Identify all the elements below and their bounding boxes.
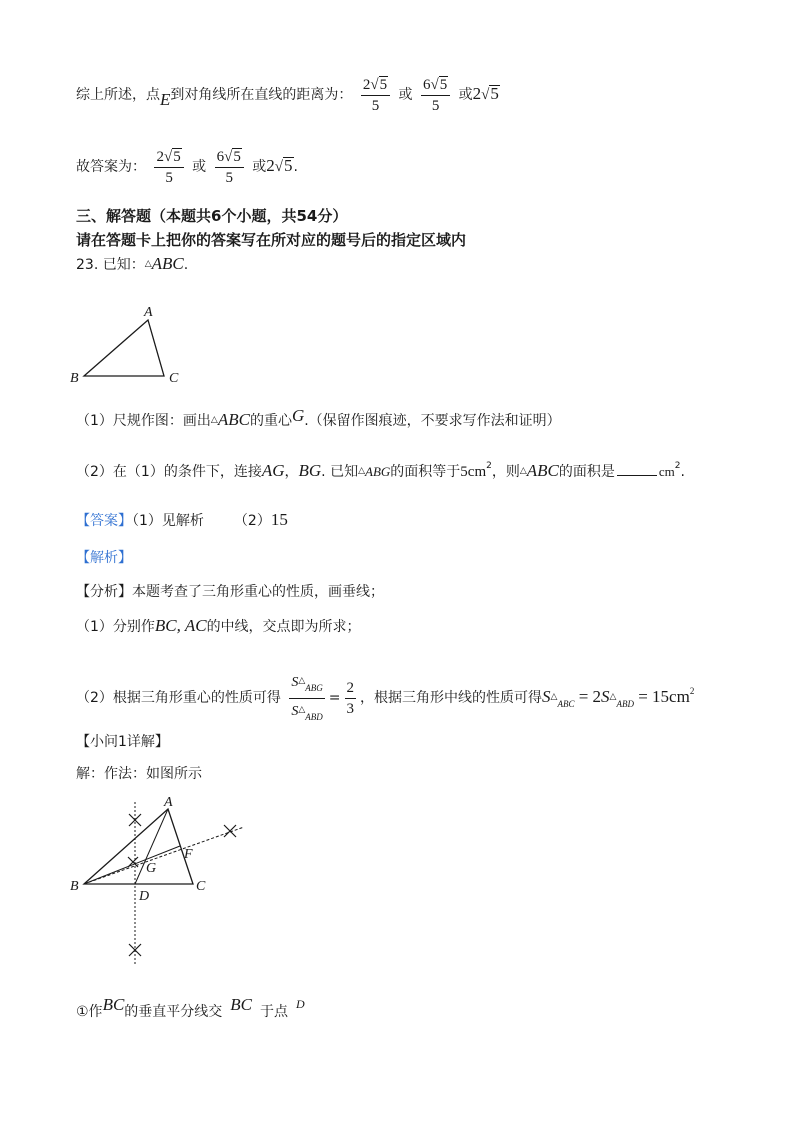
- perpendicular-bisector-ac: [84, 827, 244, 884]
- triangle-abc: [84, 320, 164, 376]
- fraction: $\frac{6√5}{5}$: [215, 147, 244, 188]
- question-23: 23. 已知：△ABC.: [76, 254, 189, 273]
- detail-tag: 【小问1详解】: [76, 734, 169, 750]
- label-a: A: [144, 305, 153, 320]
- detail-solution: 解：作法：如图所示: [76, 766, 202, 782]
- ratio-value: $\frac{2}{3}$: [346, 679, 355, 717]
- construction-figure: [66, 794, 256, 974]
- radical-value: 2√5: [266, 156, 293, 175]
- answer-tag: 【答案】: [76, 513, 132, 529]
- section-instruction: 请在答题卡上把你的答案写在所对应的题号后的指定区域内: [76, 231, 467, 249]
- label-f: F: [184, 847, 193, 862]
- analysis-tag: 【解析】: [76, 550, 132, 566]
- fraction: $\frac{2√5}{5}$: [361, 75, 390, 116]
- analysis-fenxi: 【分析】本题考查了三角形重心的性质，画垂线；: [76, 584, 384, 600]
- summary-line: 综上所述，点E到对角线所在直线的距离为： $\frac{2√5}{5}$ 或 $\frac{6√5}{5}$ 或2√5: [76, 76, 499, 114]
- label-b: B: [70, 879, 79, 894]
- detail-step-1: ①作BC的垂直平分线交 BC 于点 D: [76, 995, 305, 1020]
- label-g: G: [146, 861, 157, 876]
- section-heading: 三、解答题（本题共6个小题，共54分）: [76, 207, 348, 225]
- triangle-abc: [84, 809, 193, 884]
- point-e: E: [160, 90, 171, 109]
- part-2: （2）在（1）的条件下，连接AG，BG. 已知△ABG的面积等于$5cm^2$，则△ABC的面积是 $cm^2$.: [76, 461, 685, 480]
- answer-summary-line: 故答案为： $\frac{2√5}{5}$ 或 $\frac{6√5}{5}$ 或2√5.: [76, 148, 298, 186]
- label-b: B: [70, 371, 79, 386]
- analysis-step-1: （1）分别作BC, AC的中线，交点即为所求；: [76, 616, 361, 635]
- answer-blank[interactable]: [617, 475, 657, 476]
- analysis-step-2: （2）根据三角形重心的性质可得 $\frac{S^\triangle_{ABG}}{S^\triangle_{ABD}}$ = $\frac{2}{3}$ ，根据三角形中线的性质可得$S\triangle_{ABC}$ = $2S\triangle_{ABD} = 15cm^2$: [76, 666, 694, 729]
- label-d: D: [139, 889, 150, 904]
- label-a: A: [164, 795, 173, 810]
- area-equation: $S\triangle_{ABC}$ = $2S\triangle_{ABD} = 15cm^2$: [542, 686, 695, 709]
- answer-line: 【答案】（1）见解析 （2）15: [76, 510, 288, 529]
- label-c: C: [169, 371, 179, 386]
- part-1: （1）尺规作图：画出△ABC的重心G.（保留作图痕迹，不要求写作法和证明）: [76, 406, 561, 429]
- fraction: $\frac{6√5}{5}$: [421, 75, 450, 116]
- radical-value: 2√5: [472, 84, 499, 103]
- triangle-figure: [66, 300, 196, 390]
- arc-mark: [128, 814, 236, 956]
- area-ratio: $\frac{S^\triangle_{ABG}}{S^\triangle_{ABD}}$: [289, 670, 324, 727]
- median-bf: [84, 846, 180, 884]
- fraction: $\frac{2√5}{5}$: [154, 147, 183, 188]
- label-c: C: [196, 879, 206, 894]
